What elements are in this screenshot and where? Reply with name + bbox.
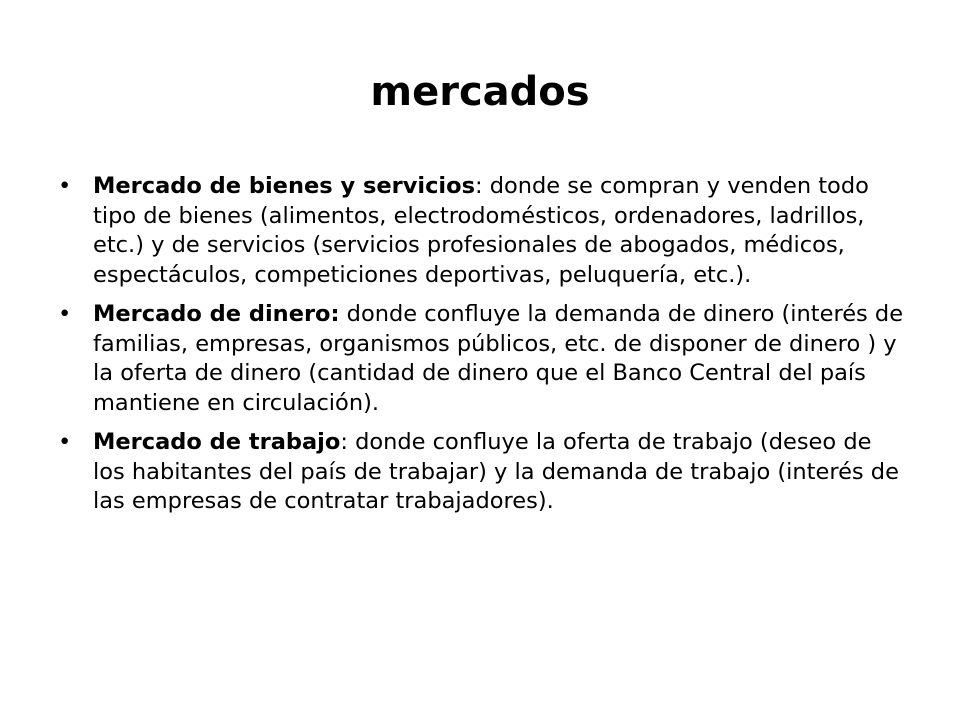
bullet-term: Mercado de dinero: [93,301,340,327]
bullet-term: Mercado de trabajo [93,429,341,455]
bullet-list [58,172,908,527]
bullet-item-bienes-servicios [58,172,908,290]
bullet-item-dinero [58,300,908,418]
bullet-text: : donde confluye la oferta de trabajo (deseo de los habitantes del país de trabajar) y la demanda de trabajo (interés de las empresas de contratar trabajadores). [93,429,899,514]
bullet-marker: • [58,173,72,199]
slide-title: mercados [370,69,590,115]
bullet-text: donde confluye la demanda de dinero (interés de familias, empresas, organismos públicos, etc. de disponer de dinero ) y la oferta de dinero (cantidad de dinero que el Banco Central del país mantiene en circulación). [93,301,904,416]
bullet-item-trabajo [58,428,908,517]
bullet-marker: • [58,429,72,455]
bullet-text: : donde se compran y venden todo tipo de bienes (alimentos, electrodomésticos, ordenadores, ladrillos, etc.) y de servicios (servicios profesionales de abogados, médicos, espectáculos, competiciones deportivas, peluquería, etc.). [93,173,869,288]
bullet-term: Mercado de bienes y servicios [93,173,475,199]
bullet-marker: • [58,301,72,327]
